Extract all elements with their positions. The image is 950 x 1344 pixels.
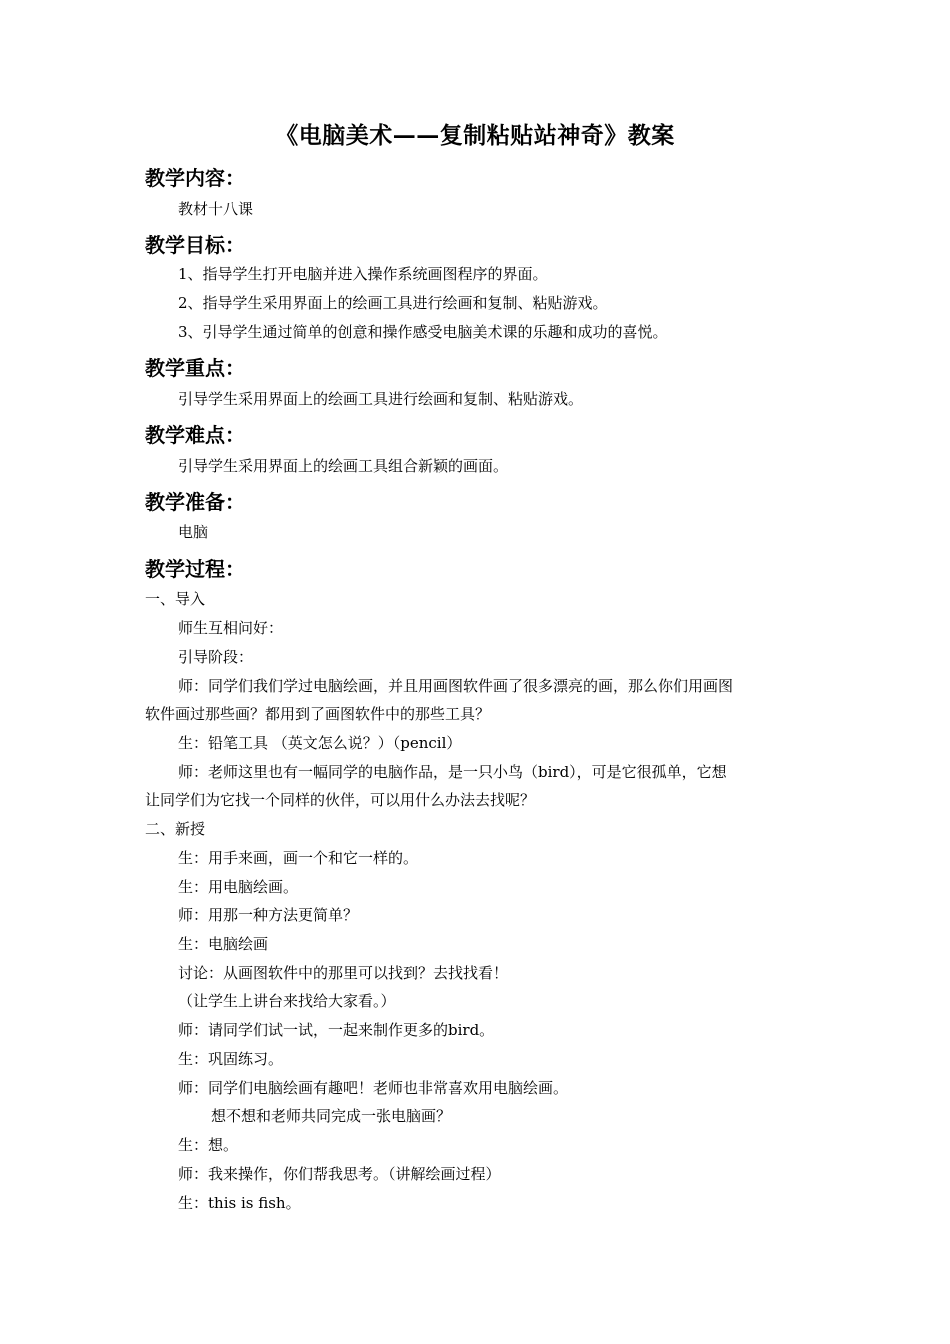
section-heading-process: 教学过程： [145, 557, 245, 581]
process-line: 讨论：从画图软件中的那里可以找到？去找找看！ [178, 964, 509, 982]
process-line: 二、新授 [145, 820, 206, 838]
process-line: 软件画过那些画？都用到了画图软件中的那些工具？ [145, 705, 491, 723]
process-line: 师：用那一种方法更简单？ [178, 906, 359, 924]
section-heading-content: 教学内容： [145, 166, 245, 190]
goal-item: 1、指导学生打开电脑并进入操作系统画图程序的界面。 [178, 265, 548, 283]
process-line: 生：this is fish。 [178, 1194, 301, 1212]
goal-item: 3、引导学生通过简单的创意和操作感受电脑美术课的乐趣和成功的喜悦。 [178, 323, 668, 341]
process-line: 一、导入 [145, 590, 206, 608]
content-text: 教材十八课 [178, 200, 254, 218]
difficulties-text: 引导学生采用界面上的绘画工具组合新颖的画面。 [178, 457, 509, 475]
process-line: 生：巩固练习。 [178, 1050, 284, 1068]
section-heading-preparation: 教学准备： [145, 490, 245, 514]
process-line: 生：用电脑绘画。 [178, 878, 299, 896]
process-line: 想不想和老师共同完成一张电脑画？ [211, 1107, 452, 1125]
process-line: 生：想。 [178, 1136, 239, 1154]
process-line: 师：同学们电脑绘画有趣吧！老师也非常喜欢用电脑绘画。 [178, 1079, 569, 1097]
preparation-text: 电脑 [178, 523, 209, 541]
section-heading-goals: 教学目标： [145, 233, 245, 257]
process-line: 生：电脑绘画 [178, 935, 269, 953]
section-heading-difficulties: 教学难点： [145, 423, 245, 447]
process-line: （让学生上讲台来找给大家看。） [178, 992, 396, 1010]
section-heading-key-points: 教学重点： [145, 356, 245, 380]
process-line: 师生互相问好： [178, 619, 284, 637]
goal-item: 2、指导学生采用界面上的绘画工具进行绘画和复制、粘贴游戏。 [178, 294, 608, 312]
process-line: 生：铅笔工具 （英文怎么说？）（pencil） [178, 734, 462, 752]
process-line: 生：用手来画，画一个和它一样的。 [178, 849, 419, 867]
process-line: 引导阶段： [178, 648, 254, 666]
process-line: 师：请同学们试一试，一起来制作更多的bird。 [178, 1021, 495, 1039]
process-line: 师：老师这里也有一幅同学的电脑作品，是一只小鸟（bird），可是它很孤单，它想 [178, 763, 727, 781]
process-line: 师：我来操作，你们帮我思考。（讲解绘画过程） [178, 1165, 501, 1183]
process-line: 让同学们为它找一个同样的伙伴，可以用什么办法去找呢？ [145, 791, 536, 809]
process-line: 师：同学们我们学过电脑绘画，并且用画图软件画了很多漂亮的画，那么你们用画图 [178, 677, 734, 695]
document-title: 《电脑美术——复制粘贴站神奇》教案 [275, 122, 675, 149]
key-points-text: 引导学生采用界面上的绘画工具进行绘画和复制、粘贴游戏。 [178, 390, 584, 408]
